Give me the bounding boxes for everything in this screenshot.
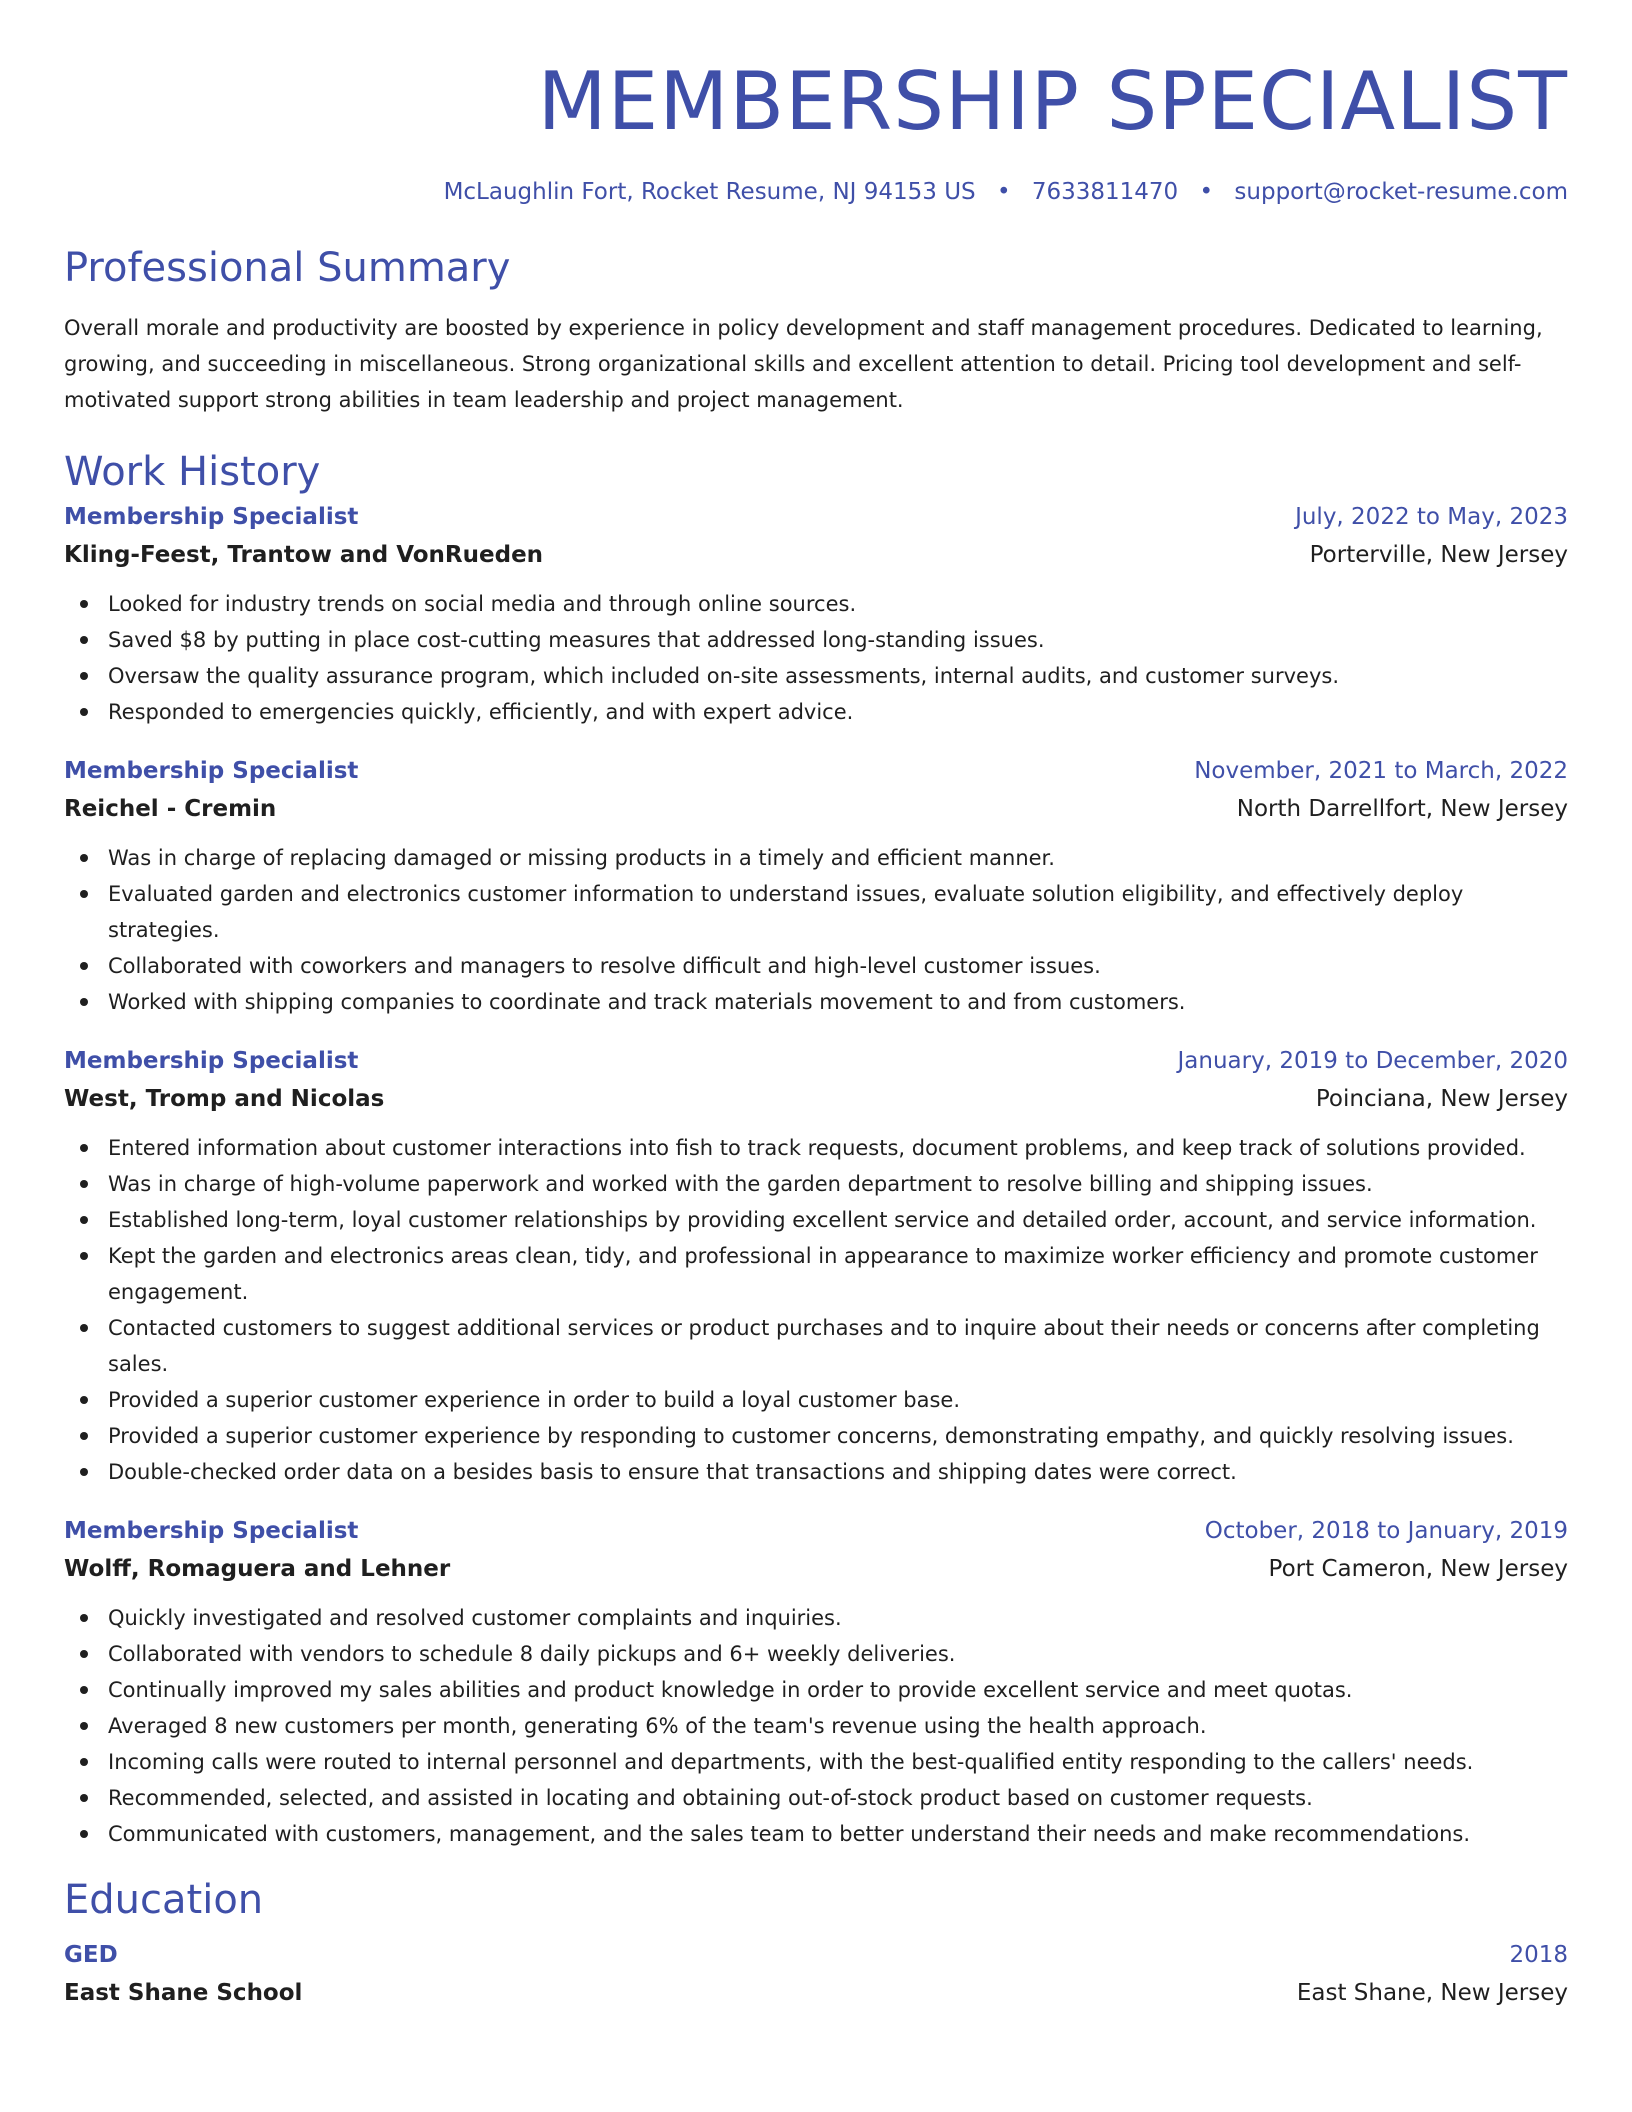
summary-heading: Professional Summary	[64, 245, 511, 291]
job-bullet-list	[64, 1600, 1568, 1852]
job-dates: January, 2019 to December, 2020	[1177, 1048, 1568, 1074]
job-entry	[64, 752, 1568, 1020]
job-bullet: Entered information about customer interactions into fish to track requests, document problems, and keep track of solutions provided.	[108, 1130, 1568, 1166]
job-bullet: Communicated with customers, management, and the sales team to better understand their needs and make recommendations.	[108, 1816, 1568, 1852]
job-company: Wolff, Romaguera and Lehner	[64, 1556, 451, 1582]
job-bullet: Provided a superior customer experience by responding to customer concerns, demonstrating empathy, and quickly resolving issues.	[108, 1418, 1568, 1454]
education-list	[64, 1936, 1568, 2012]
education-school-row	[64, 1974, 1568, 2012]
job-bullet: Worked with shipping companies to coordinate and track materials movement to and from customers.	[108, 984, 1568, 1020]
job-dates: November, 2021 to March, 2022	[1194, 758, 1568, 784]
job-title: Membership Specialist	[64, 1518, 359, 1544]
job-company: Kling-Feest, Trantow and VonRueden	[64, 542, 544, 568]
job-dates: October, 2018 to January, 2019	[1204, 1518, 1568, 1544]
job-bullet: Collaborated with coworkers and managers to resolve difficult and high-level customer issues.	[108, 948, 1568, 984]
job-company-row	[64, 1080, 1568, 1118]
job-title: Membership Specialist	[64, 758, 359, 784]
education-heading: Education	[64, 1877, 264, 1923]
job-bullet: Quickly investigated and resolved customer complaints and inquiries.	[108, 1600, 1568, 1636]
education-school: East Shane School	[64, 1980, 303, 2006]
summary-text: Overall morale and productivity are boosted by experience in policy development and staff management procedures. Dedicated to learning, growing, and succeeding in miscellaneous. Strong organizational skills and excellent attention to detail. Pricing tool development and self-motivated support strong abilities in team leadership and project management.	[64, 316, 1543, 412]
job-bullet-list	[64, 586, 1568, 730]
education-year: 2018	[1509, 1942, 1568, 1968]
job-bullet: Established long-term, loyal customer relationships by providing excellent service and detailed order, account, and service information.	[108, 1202, 1568, 1238]
education-degree-row	[64, 1936, 1568, 1974]
job-bullet: Looked for industry trends on social media and through online sources.	[108, 586, 1568, 622]
job-bullet: Was in charge of replacing damaged or missing products in a timely and efficient manner.	[108, 840, 1568, 876]
job-bullet: Kept the garden and electronics areas clean, tidy, and professional in appearance to maximize worker efficiency and promote customer engagement.	[108, 1238, 1568, 1310]
job-company-row	[64, 1550, 1568, 1588]
contact-phone: 7633811470	[1031, 179, 1179, 205]
job-bullet: Double-checked order data on a besides basis to ensure that transactions and shipping dates were correct.	[108, 1454, 1568, 1490]
job-bullet: Provided a superior customer experience in order to build a loyal customer base.	[108, 1382, 1568, 1418]
resume-page	[64, 0, 1568, 2012]
job-title-row	[64, 1042, 1568, 1080]
job-bullet: Evaluated garden and electronics customer information to understand issues, evaluate solution eligibility, and effectively deploy strategies.	[108, 876, 1568, 948]
job-title: Membership Specialist	[64, 1048, 359, 1074]
job-title-row	[64, 1512, 1568, 1550]
job-bullet: Oversaw the quality assurance program, which included on-site assessments, internal audits, and customer surveys.	[108, 658, 1568, 694]
job-company-row	[64, 536, 1568, 574]
contact-address: McLaughlin Fort, Rocket Resume, NJ 94153 US	[443, 179, 976, 205]
job-bullet: Averaged 8 new customers per month, generating 6% of the team's revenue using the health approach.	[108, 1708, 1568, 1744]
job-bullet-list	[64, 840, 1568, 1020]
job-bullet-list	[64, 1130, 1568, 1490]
job-bullet: Contacted customers to suggest additional services or product purchases and to inquire about their needs or concerns after completing sales.	[108, 1310, 1568, 1382]
work-history-list	[64, 498, 1568, 1852]
job-company: Reichel - Cremin	[64, 796, 277, 822]
job-dates: July, 2022 to May, 2023	[1295, 504, 1568, 530]
job-bullet: Was in charge of high-volume paperwork and worked with the garden department to resolve billing and shipping issues.	[108, 1166, 1568, 1202]
job-bullet: Responded to emergencies quickly, efficiently, and with expert advice.	[108, 694, 1568, 730]
work-history-heading: Work History	[64, 449, 321, 495]
job-location: Port Cameron, New Jersey	[1268, 1556, 1568, 1582]
resume-title: MEMBERSHIP SPECIALIST	[537, 55, 1568, 148]
contact-separator: •	[996, 179, 1011, 205]
job-bullet: Continually improved my sales abilities and product knowledge in order to provide excellent service and meet quotas.	[108, 1672, 1568, 1708]
job-location: North Darrellfort, New Jersey	[1236, 796, 1568, 822]
job-company: West, Tromp and Nicolas	[64, 1086, 385, 1112]
contact-info	[64, 176, 1568, 208]
job-bullet: Collaborated with vendors to schedule 8 daily pickups and 6+ weekly deliveries.	[108, 1636, 1568, 1672]
job-bullet: Saved $8 by putting in place cost-cutting measures that addressed long-standing issues.	[108, 622, 1568, 658]
job-entry	[64, 1512, 1568, 1852]
job-title: Membership Specialist	[64, 504, 359, 530]
job-bullet: Recommended, selected, and assisted in locating and obtaining out-of-stock product based on customer requests.	[108, 1780, 1568, 1816]
job-entry	[64, 498, 1568, 730]
education-location: East Shane, New Jersey	[1296, 1980, 1568, 2006]
job-location: Poinciana, New Jersey	[1315, 1086, 1568, 1112]
education-degree: GED	[64, 1942, 118, 1968]
job-company-row	[64, 790, 1568, 828]
job-title-row	[64, 498, 1568, 536]
contact-separator: •	[1199, 179, 1214, 205]
job-entry	[64, 1042, 1568, 1490]
job-title-row	[64, 752, 1568, 790]
job-location: Porterville, New Jersey	[1309, 542, 1568, 568]
contact-email: support@rocket-resume.com	[1234, 179, 1568, 205]
education-entry	[64, 1936, 1568, 2012]
job-bullet: Incoming calls were routed to internal personnel and departments, with the best-qualified entity responding to the callers' needs.	[108, 1744, 1568, 1780]
